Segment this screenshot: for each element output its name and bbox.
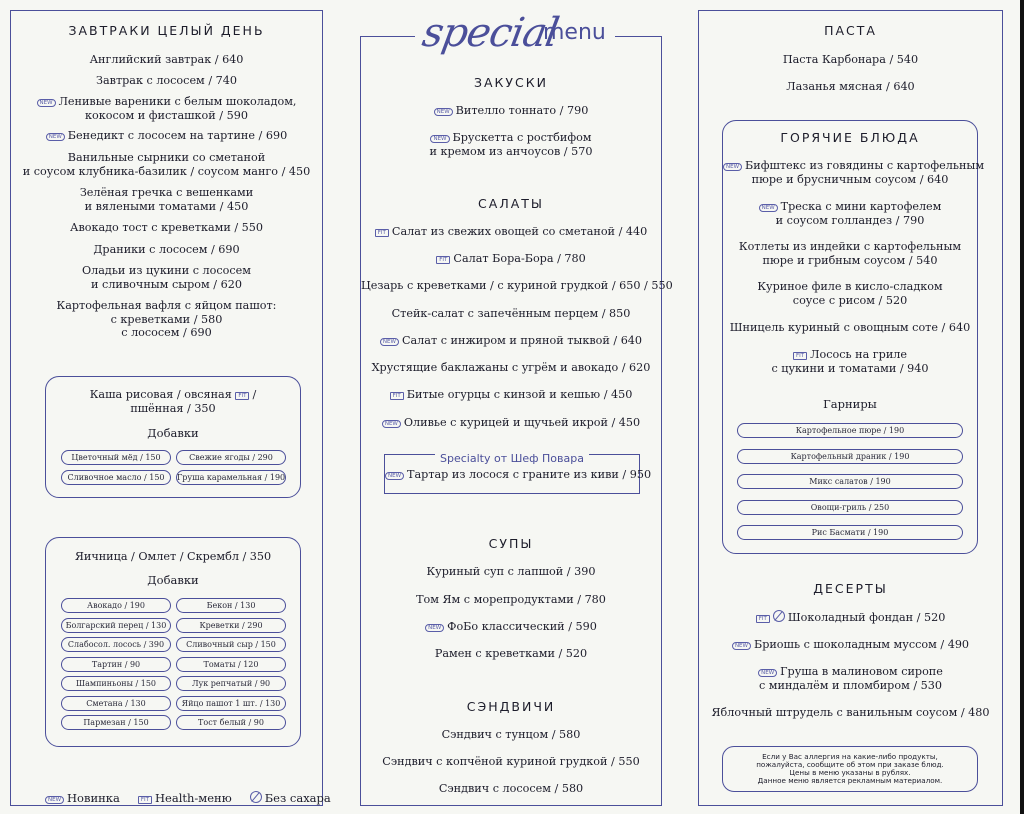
addon-pill: Шампиньоны / 150: [61, 676, 171, 691]
hot-dishes-box: [722, 120, 985, 554]
specialty-title: Specialty от Шеф Повара: [385, 447, 639, 466]
special-menu-logo: special menu: [415, 8, 615, 70]
menu-item: и соусом клубника-базилик / соусом манго / 450: [22, 164, 311, 178]
new-badge: NEW: [45, 796, 64, 804]
menu-item: Котлеты из индейки с картофельным: [738, 240, 962, 253]
menu-item: NEW Груша в малиновом сиропе: [699, 665, 1002, 679]
fit-badge: FIT: [375, 229, 389, 237]
menu-item: NEW Брускетта с ростбифом: [361, 131, 661, 145]
new-badge: NEW: [425, 624, 444, 632]
snacks-title: ЗАКУСКИ: [473, 75, 548, 90]
menu-item: с лососем / 690: [121, 326, 212, 339]
menu-item: NEW Бриошь с шоколадным муссом / 490: [699, 638, 1002, 652]
menu-item: пюре и грибным соусом / 540: [762, 253, 938, 267]
new-badge: NEW: [758, 669, 777, 677]
addon-pill: Свежие ягоды / 290: [176, 450, 286, 465]
addon-pill: Тартин / 90: [61, 657, 171, 672]
porridge-line2: пшённая / 350: [130, 402, 216, 415]
menu-item: Куриный суп с лапшой / 390: [426, 565, 596, 578]
garnish-title: Гарниры: [823, 397, 877, 411]
breakfast-column: [10, 10, 331, 806]
legend: [45, 791, 331, 805]
menu-item: Сэндвич с копчёной куриной грудкой / 550: [382, 755, 640, 768]
addon-pill: Лук репчатый / 90: [176, 676, 286, 691]
eggs-box: [45, 537, 301, 747]
menu-item: NEW Ленивые вареники с белым шоколадом,: [11, 95, 322, 109]
addon-pill: Цветочный мёд / 150: [61, 450, 171, 465]
addon-pill: Картофельный драник / 190: [737, 449, 963, 464]
sugar-free-icon: [773, 610, 785, 622]
porridge-line1: Каша рисовая / овсяная FIT /: [89, 388, 257, 401]
eggs-addons-title: Добавки: [147, 573, 199, 587]
pasta-item: Паста Карбонара / 540: [782, 53, 919, 66]
addon-pill: Сметана / 130: [61, 696, 171, 711]
specialty-box: [384, 452, 652, 494]
menu-item: Цезарь с креветками / с куриной грудкой / 650 / 550: [361, 279, 673, 292]
menu-item: Шницель куриный с овощным соте / 640: [729, 321, 971, 334]
sugar-free-icon: [250, 791, 262, 803]
new-badge: NEW: [37, 99, 56, 107]
addon-pill: Авокадо / 190: [61, 598, 171, 613]
legend-new-label: Новинка: [67, 791, 120, 805]
legend-sugar-label: Без сахара: [264, 791, 331, 805]
menu-item: с миндалём и пломбиром / 530: [758, 678, 943, 692]
hot-dishes-title: ГОРЯЧИЕ БЛЮДА: [780, 130, 920, 145]
fit-badge: FIT: [793, 352, 807, 360]
sandwiches-title: СЭНДВИЧИ: [466, 699, 556, 714]
addon-pill: Картофельное пюре / 190: [737, 423, 963, 438]
addon-pill: Яйцо пашот 1 шт. / 130: [176, 696, 286, 711]
menu-item: FIT Лосось на гриле: [723, 348, 977, 362]
menu-item: Куриное филе в кисло-сладком: [757, 280, 943, 293]
soups-title: СУПЫ: [488, 536, 534, 551]
addon-pill: Овощи-гриль / 250: [737, 500, 963, 515]
new-badge: NEW: [434, 108, 453, 116]
addon-pill: Томаты / 120: [176, 657, 286, 672]
fit-badge: FIT: [756, 615, 770, 623]
new-badge: NEW: [759, 204, 778, 212]
menu-item: Ванильные сырники со сметаной: [67, 151, 266, 164]
addon-pill: Тост белый / 90: [176, 715, 286, 730]
menu-item: Сэндвич с лососем / 580: [438, 782, 584, 795]
addon-pill: Сливочное масло / 150: [61, 470, 171, 485]
menu-item: кокосом и фисташкой / 590: [85, 108, 248, 122]
menu-item: NEW ФоБо классический / 590: [361, 620, 661, 634]
menu-item: Оладьи из цукини с лососем: [81, 264, 251, 277]
menu-item: Завтрак с лососем / 740: [96, 74, 237, 87]
menu-item: Рамен с креветками / 520: [434, 647, 588, 660]
addon-pill: Микс салатов / 190: [737, 474, 963, 489]
new-badge: NEW: [382, 420, 401, 428]
legend-fit-label: Health-меню: [155, 791, 232, 805]
menu-item: с креветками / 580: [110, 312, 223, 326]
menu-item: NEW Бифштекс из говядины с картофельным: [723, 159, 977, 173]
fit-badge: FIT: [138, 796, 152, 804]
salads-title: САЛАТЫ: [478, 196, 544, 211]
new-badge: NEW: [723, 163, 742, 171]
menu-item: соусе с рисом / 520: [792, 293, 908, 307]
menu-item: NEW Бенедикт с лососем на тартине / 690: [11, 129, 322, 143]
new-badge: NEW: [380, 338, 399, 346]
addon-pill: Рис Басмати / 190: [737, 525, 963, 540]
menu-item: NEW Салат с инжиром и пряной тыквой / 640: [361, 334, 661, 348]
menu-item: NEW Оливье с курицей и щучьей икрой / 450: [361, 416, 661, 430]
pasta-item: Лазанья мясная / 640: [786, 80, 915, 93]
addon-pill: Сливочный сыр / 150: [176, 637, 286, 652]
addon-pill: Груша карамельная / 190: [176, 470, 286, 485]
new-badge: NEW: [732, 642, 751, 650]
page-edge: [1020, 0, 1024, 814]
specialty-item: NEW Тартар из лосося с граните из киви / 950: [385, 468, 639, 482]
menu-item: Авокадо тост с креветками / 550: [69, 221, 264, 234]
menu-item: Хрустящие баклажаны с угрём и авокадо / 620: [371, 361, 651, 374]
addon-pill: Болгарский перец / 130: [61, 618, 171, 633]
fit-badge: FIT: [235, 392, 249, 400]
menu-item: FIT Салат из свежих овощей со сметаной / 440: [361, 225, 661, 239]
addon-pill: Креветки / 290: [176, 618, 286, 633]
pasta-title: ПАСТА: [824, 23, 877, 38]
menu-item: и соусом голландез / 790: [775, 213, 925, 227]
addon-pill: Пармезан / 150: [61, 715, 171, 730]
menu-item: NEW Треска с мини картофелем: [723, 200, 977, 214]
menu-item: Английский завтрак / 640: [89, 53, 244, 66]
menu-item: и вялеными томатами / 450: [84, 199, 249, 213]
menu-item: Драники с лососем / 690: [93, 243, 240, 256]
middle-column: [360, 36, 673, 806]
menu-item: Сэндвич с тунцом / 580: [441, 728, 581, 741]
addon-pill: Слабосол. лосось / 390: [61, 637, 171, 652]
desserts-title: ДЕСЕРТЫ: [813, 581, 888, 596]
menu-item: FIT Битые огурцы с кинзой и кешью / 450: [361, 388, 661, 402]
menu-item: Зелёная гречка с вешенками: [79, 186, 254, 199]
fit-badge: FIT: [390, 392, 404, 400]
menu-item: Яблочный штрудель с ванильным соусом / 480: [711, 706, 990, 719]
menu-item: FIT Салат Бора-Бора / 780: [361, 252, 661, 266]
breakfast-title: ЗАВТРАКИ ЦЕЛЫЙ ДЕНЬ: [68, 23, 265, 38]
menu-item: и кремом из анчоусов / 570: [429, 144, 593, 158]
fit-badge: FIT: [436, 256, 450, 264]
menu-item: Том Ям с морепродуктами / 780: [416, 593, 606, 606]
new-badge: NEW: [46, 133, 65, 141]
menu-item: Картофельная вафля с яйцом пашот:: [56, 299, 277, 312]
right-column: [698, 10, 1003, 806]
menu-item: FIT Шоколадный фондан / 520: [699, 610, 1002, 625]
allergy-note: Если у Вас аллергия на какие-либо продукты, пожалуйста, сообщите об этом при заказе блюд. Цены в меню указаны в рублях. Данное меню является рекламным материалом.: [722, 746, 978, 792]
porridge-addons-title: Добавки: [147, 426, 199, 440]
porridge-box: [45, 376, 301, 498]
menu-item: с цукини и томатами / 940: [771, 361, 929, 375]
menu-item: и сливочным сыром / 620: [91, 277, 242, 291]
menu-item: Стейк-салат с запечённым перцем / 850: [391, 307, 631, 320]
new-badge: NEW: [430, 135, 449, 143]
addon-pill: Бекон / 130: [176, 598, 286, 613]
menu-item: NEW Вителло тоннато / 790: [361, 104, 661, 118]
eggs-title: Яичница / Омлет / Скрембл / 350: [74, 550, 272, 563]
menu-item: пюре и брусничным соусом / 640: [751, 172, 949, 186]
new-badge: NEW: [385, 472, 404, 480]
